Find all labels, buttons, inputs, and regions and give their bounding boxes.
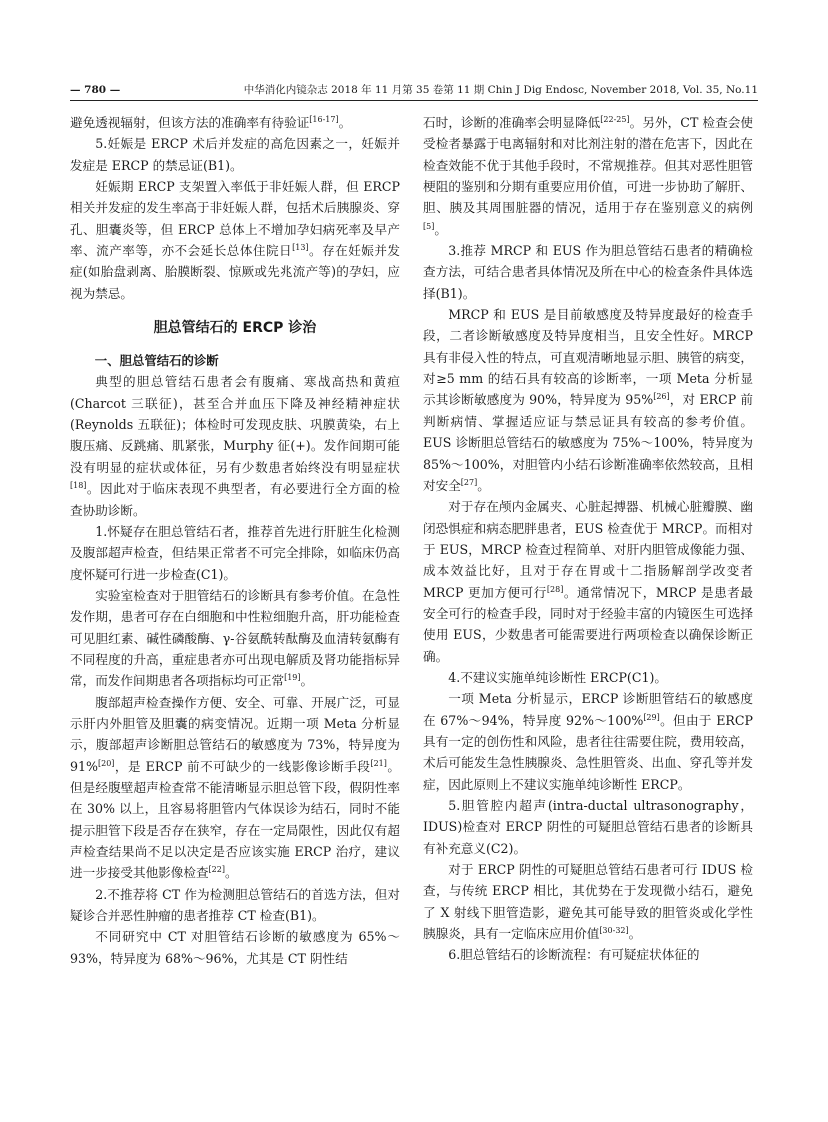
journal-citation: 中华消化内镜杂志 2018 年 11 月第 35 卷第 11 期 Chin J Dig Endosc, November 2018, Vol. 35, No.11 — [243, 84, 758, 96]
citation-ref: [26] — [653, 392, 670, 402]
citation-ref: [19] — [284, 673, 301, 683]
paragraph: 对于存在颅内金属夹、心脏起搏器、机械心脏瓣膜、幽闭恐惧症和病态肥胖患者，EUS 检查优于 MRCP。而相对于 EUS，MRCP 检查过程简单、对肝内胆管成像能力强、成本效益比好，且对于存在胃或十二指肠解剖学改变者 MRCP 更加方便可行[28]。通常情况下，MRCP 是患者最安全可行的检查手段，同时对于经验丰富的内镜医生可选择使用 EUS，少数患者可能需要进行两项检查以确保诊断正确。 — [423, 499, 754, 664]
citation-ref: [21] — [370, 758, 387, 768]
paragraph: 不同研究中 CT 对胆管结石诊断的敏感度为 65%～93%，特异度为 68%～96%，尤其是 CT 阴性结 — [70, 929, 400, 966]
citation-ref: [20] — [98, 758, 115, 768]
subsection-title: 一、胆总管结石的诊断 — [94, 353, 219, 369]
paragraph: 妊娠期 ERCP 支架置入率低于非妊娠人群，但 ERCP 相关并发症的发生率高于非妊娠人群，包括术后胰腺炎、穿孔、胆囊炎等，但 ERCP 总体上不增加孕妇病死率及早产率、流产率等，亦不会延长总体住院日[13]。存在妊娠并发症(如胎盘剥离、胎膜断裂、惊厥或先兆流产等)的孕妇，应视为禁忌。 — [70, 179, 401, 301]
paragraph: 腹部超声检查操作方便、安全、可靠、开展广泛，可显示肝内外胆管及胆囊的病变情况。近期一项 Meta 分析显示，腹部超声诊断胆总管结石的敏感度为 73%，特异度为 91%[20]，是 ERCP 前不可缺少的一线影像诊断手段[21]。但是经腹壁超声检查常不能清晰显示胆总管下段，假阴性率在 30% 以上，且容易将胆管内气体误诊为结石，同时不能提示胆管下段是否存在狭窄，存在一定局限性，因此仅有超声检查结果尚不足以决定是否应该实施 ERCP 治疗，建议进一步接受其他影像检查[22]。 — [70, 694, 400, 881]
citation-ref: [5] — [423, 221, 435, 231]
citation-ref: [28] — [546, 584, 564, 594]
running-header — [70, 82, 758, 98]
recommendation-4: 4.不建议实施单纯诊断性 ERCP(C1)。 — [448, 669, 667, 685]
recommendation-2: 2.不推荐将 CT 作为检测胆总管结石的首选方法，但对疑诊合并恶性肿瘤的患者推荐 CT 检查(B1)。 — [70, 886, 400, 924]
paragraph: 实验室检查对于胆管结石的诊断具有参考价值。在急性发作期，患者可存在白细胞和中性粒细胞升高，肝功能检查可见胆红素、碱性磷酸酶、γ-谷氨酰转酞酶及血清转氨酶有不同程度的升高，重症患者亦可出现电解质及肾功能指标异常，而发作间期患者各项指标均可正常[19]。 — [70, 587, 400, 689]
right-column — [423, 112, 753, 966]
paragraph: MRCP 和 EUS 是目前敏感度及特异度最好的检查手段，二者诊断敏感度及特异度相当，且安全性好。MRCP 具有非侵入性的特点，可直观清晰地显示胆、胰管的病变，对≥5 mm 的结石具有较高的诊断率，一项 Meta 分析显示其诊断敏感度为 90%，特异度为 95%[26]，对 ERCP 前判断病情、掌握适应证与禁忌证具有较高的参考价值。EUS 诊断胆总管结石的敏感度为 75%～100%，特异度为 85%～100%，对胆管内小结石诊断准确率依然较高，且相对安全[27]。 — [423, 307, 753, 493]
recommendation-3: 3.推荐 MRCP 和 EUS 作为胆总管结石患者的精确检查方法，可结合患者具体情况及所在中心的检查条件具体选择(B1)。 — [423, 243, 753, 301]
left-column — [70, 112, 400, 969]
page-number: — 780 — — [70, 84, 121, 96]
paragraph: 一项 Meta 分析显示，ERCP 诊断胆管结石的敏感度在 67%～94%，特异度 92%～100%[29]。但由于 ERCP 具有一定的创伤性和风险，患者往往需要住院，费用较高，术后可能发生急性胰腺炎、急性胆管炎、出血、穿孔等并发症，因此原则上不建议实施单纯诊断性 ERCP。 — [423, 691, 753, 792]
citation-ref: [22] — [208, 865, 225, 875]
paragraph: 石时，诊断的准确率会明显降低[22-25]。另外，CT 检查会使受检者暴露于电离辐射和对比剂注射的潜在危害下，因此在检查效能不优于其他手段时，不常规推荐。但其对恶性胆管梗阻的鉴别和分期有重要应用价值，可进一步协助了解肝、胆、胰及其周围脏器的情况，适用于存在鉴别意义的病例[5]。 — [423, 114, 754, 237]
recommendation-5: 5.妊娠是 ERCP 术后并发症的高危因素之一，妊娠并发症是 ERCP 的禁忌证(B1)。 — [70, 136, 400, 173]
header-rule — [70, 100, 758, 101]
section-title: 胆总管结石的 ERCP 诊治 — [153, 320, 317, 337]
citation-ref: [29] — [643, 712, 660, 722]
paragraph: 对于 ERCP 阴性的可疑胆总管结石患者可行 IDUS 检查，与传统 ERCP 相比，其优势在于发现微小结石，避免了 X 射线下胆管造影，避免其可能导致的胆管炎或化学性胰腺炎，具有一定临床应用价值[30-32]。 — [423, 862, 753, 942]
citation-ref: [30-32] — [599, 925, 629, 935]
citation-ref: [22-25] — [600, 114, 630, 124]
recommendation-5: 5.胆管腔内超声(intra-ductal ultrasonography，IDUS)检查对 ERCP 阴性的可疑胆总管结石患者的诊断具有补充意义(C2)。 — [423, 798, 753, 856]
recommendation-1: 1.怀疑存在胆总管结石者，推荐首先进行肝脏生化检测及腹部超声检查，但结果正常者不可完全排除，如临床仍高度怀疑可行进一步检查(C1)。 — [70, 523, 400, 582]
recommendation-6: 6.胆总管结石的诊断流程：有可疑症状体征的 — [448, 947, 700, 963]
paragraph: 典型的胆总管结石患者会有腹痛、寒战高热和黄疸(Charcot 三联征)，甚至合并血压下降及神经精神症状(Reynolds 五联征)；体检时可发现皮肤、巩膜黄染，右上腹压痛、反跳痛、肌紧张，Murphy 征(+)。发作间期可能没有明显的症状或体征，另有少数患者始终没有明显症状[18]。因此对于临床表现不典型者，有必要进行全方面的检查协助诊断。 — [70, 374, 400, 518]
citation-ref: [13] — [292, 242, 309, 252]
citation-ref: [16-17] — [309, 114, 339, 124]
citation-ref: [27] — [460, 477, 478, 487]
paragraph: 避免透视辐射，但该方法的准确率有待验证[16-17]。 — [70, 114, 352, 130]
citation-ref: [18] — [70, 480, 87, 490]
